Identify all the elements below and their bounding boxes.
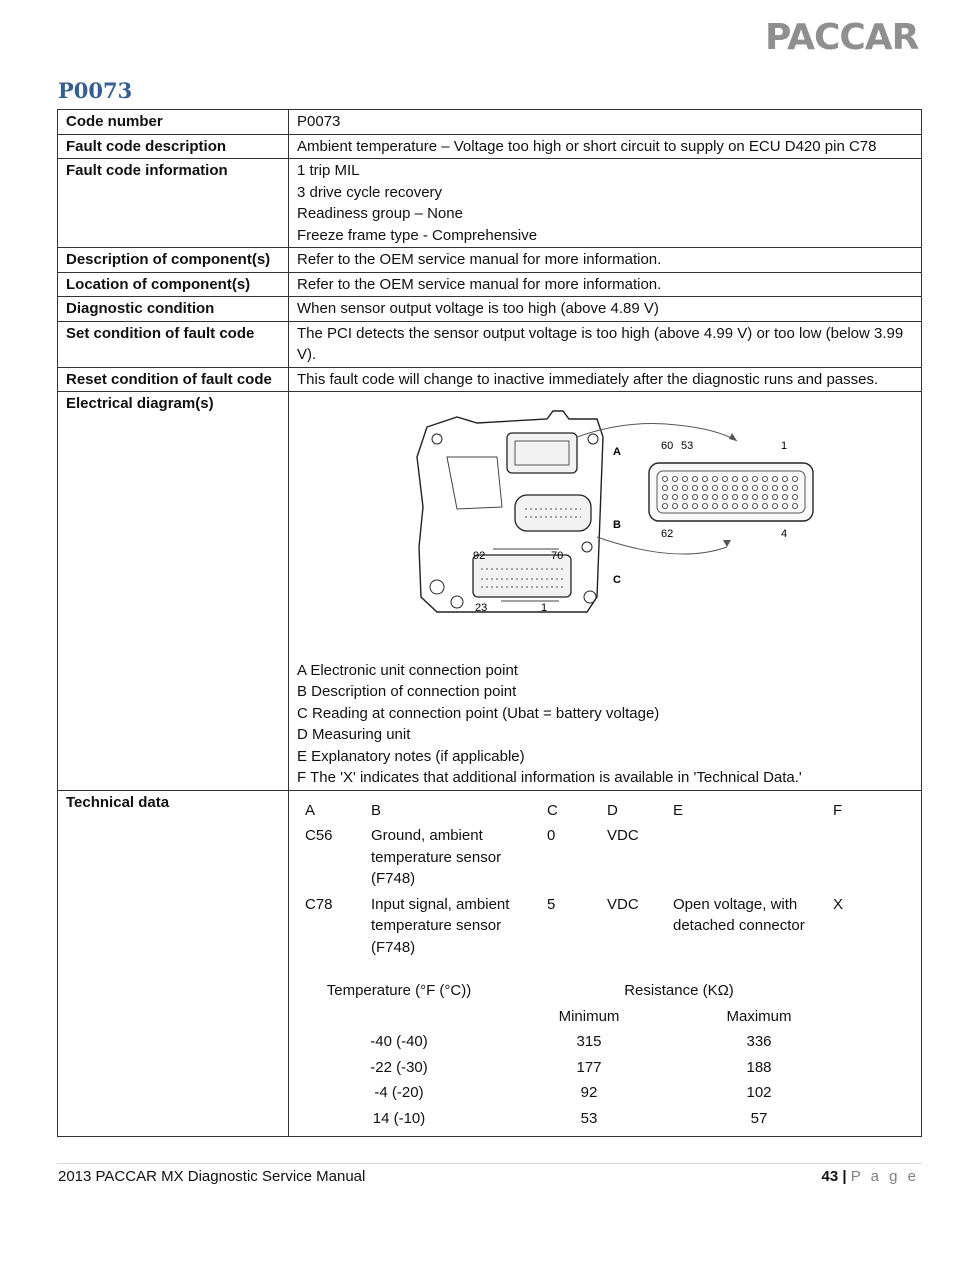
row-value — [289, 321, 922, 367]
table-header-row — [297, 798, 865, 824]
table-cell: Input signal, ambient temperature sensor (F748) — [371, 895, 510, 956]
table-row — [319, 1004, 819, 1030]
column-header: A — [305, 801, 316, 819]
row-label: Electrical diagram(s) — [58, 392, 289, 791]
legend-item: D Measuring unit — [297, 726, 411, 743]
page-word: P a g e — [850, 1168, 919, 1185]
column-header: F — [833, 801, 843, 819]
table-row — [319, 1029, 819, 1055]
row-value — [289, 297, 922, 322]
row-value — [289, 159, 922, 248]
column-header: C — [547, 801, 558, 819]
pin-label-62: 62 — [661, 528, 674, 540]
table-row — [58, 159, 922, 248]
temperature-cell: -22 (-30) — [370, 1058, 428, 1076]
row-label: Description of component(s) — [58, 248, 289, 273]
row-value — [289, 272, 922, 297]
minimum-header: Minimum — [558, 1007, 620, 1025]
row-label: Diagnostic condition — [58, 297, 289, 322]
table-row — [319, 978, 819, 1004]
row-label: Location of component(s) — [58, 272, 289, 297]
pin-label-23: 23 — [475, 602, 488, 614]
row-value — [289, 134, 922, 159]
table-cell: C78 — [305, 895, 333, 913]
pin-label-1: 1 — [781, 440, 788, 452]
table-row — [58, 248, 922, 273]
minimum-cell: 315 — [576, 1033, 602, 1050]
row-label: Reset condition of fault code — [58, 367, 289, 392]
table-row — [58, 297, 922, 322]
temperature-cell: -40 (-40) — [370, 1033, 428, 1050]
table-cell — [665, 823, 825, 892]
row-value — [289, 790, 922, 1137]
table-row — [58, 367, 922, 392]
table-row — [297, 892, 865, 961]
page-title: P0073 — [58, 78, 133, 103]
label-c: C — [613, 574, 621, 586]
maximum-cell: 57 — [750, 1109, 768, 1127]
table-row — [319, 1106, 819, 1132]
row-value — [289, 392, 922, 791]
table-row-electrical — [58, 392, 922, 791]
row-value — [289, 367, 922, 392]
pin-label-70: 70 — [551, 550, 564, 562]
footer-divider — [57, 1163, 922, 1164]
column-header: D — [607, 801, 618, 819]
row-label: Code number — [58, 110, 289, 135]
table-row — [58, 110, 922, 135]
value-line: Refer to the OEM service manual for more information. — [297, 251, 662, 268]
table-row — [297, 823, 865, 892]
legend-item: F The 'X' indicates that additional information is available in 'Technical Data.' — [297, 769, 802, 786]
temperature-cell: -4 (-20) — [374, 1084, 424, 1101]
table-cell: Open voltage, with detached connector — [673, 895, 805, 934]
table-cell: C56 — [305, 827, 333, 844]
paccar-logo: PACCAR — [765, 17, 919, 58]
table-cell: VDC — [607, 827, 639, 844]
maximum-cell: 188 — [746, 1058, 772, 1076]
row-label: Technical data — [58, 790, 289, 1137]
table-row-technical — [58, 790, 922, 1137]
temperature-cell: 14 (-10) — [372, 1109, 426, 1127]
minimum-cell: 177 — [576, 1058, 602, 1076]
temperature-header: Temperature (°F (°C)) — [326, 982, 472, 999]
footer-title: 2013 PACCAR MX Diagnostic Service Manual — [58, 1168, 366, 1185]
page-number: 43 — [821, 1168, 839, 1185]
fault-code-table — [57, 109, 922, 1137]
column-header: E — [673, 801, 684, 819]
fault-code-table-body — [58, 110, 922, 1137]
value-line: P0073 — [297, 113, 341, 130]
row-label: Set condition of fault code — [58, 321, 289, 367]
table-cell: 0 — [547, 827, 556, 844]
resistance-header: Resistance (KΩ) — [624, 982, 734, 999]
table-cell: X — [833, 895, 844, 913]
value-line: 1 trip MIL — [297, 162, 360, 179]
pin-label-4: 4 — [781, 528, 788, 540]
value-line: Readiness group – None — [297, 205, 463, 222]
minimum-cell: 92 — [580, 1084, 598, 1101]
table-cell: Ground, ambient temperature sensor (F748) — [371, 827, 502, 887]
value-line: Refer to the OEM service manual for more information. — [297, 275, 662, 293]
pin-label-92: 92 — [473, 550, 486, 562]
page-separator: | — [842, 1168, 847, 1185]
legend-item: C Reading at connection point (Ubat = battery voltage) — [297, 704, 660, 722]
legend-item: A Electronic unit connection point — [297, 661, 518, 679]
value-line: The PCI detects the sensor output voltage is too high (above 4.99 V) or too low (below 3.99 V). — [297, 324, 904, 363]
table-row — [319, 1080, 819, 1106]
table-row — [58, 134, 922, 159]
table-cell — [825, 823, 865, 892]
value-line: This fault code will change to inactive immediately after the diagnostic runs and passes. — [297, 370, 879, 388]
legend-item: B Description of connection point — [297, 683, 517, 700]
minimum-cell: 53 — [580, 1109, 598, 1127]
row-value — [289, 110, 922, 135]
technical-data-table — [297, 798, 865, 961]
temperature-resistance-body — [319, 978, 819, 1131]
footer-page — [822, 1168, 920, 1185]
table-row — [58, 321, 922, 367]
technical-data-body — [297, 798, 865, 961]
temperature-resistance-table — [319, 978, 819, 1131]
value-line: Freeze frame type - Comprehensive — [297, 226, 538, 244]
maximum-cell: 102 — [746, 1084, 772, 1101]
ecu-connector-diagram — [297, 397, 817, 647]
maximum-header: Maximum — [726, 1007, 792, 1025]
column-header: B — [371, 801, 382, 819]
pin-label-53: 53 — [681, 440, 694, 452]
label-b: B — [613, 519, 621, 531]
maximum-cell: 336 — [746, 1033, 772, 1050]
table-row — [319, 1055, 819, 1081]
row-label: Fault code description — [58, 134, 289, 159]
label-a: A — [613, 446, 621, 458]
pin-label-1b: 1 — [541, 602, 548, 614]
table-cell: 5 — [547, 895, 556, 913]
value-line: 3 drive cycle recovery — [297, 183, 443, 201]
row-value — [289, 248, 922, 273]
diagram-legend — [297, 660, 913, 789]
pin-label-60: 60 — [661, 440, 674, 452]
table-row — [58, 272, 922, 297]
legend-item: E Explanatory notes (if applicable) — [297, 747, 525, 765]
row-label: Fault code information — [58, 159, 289, 248]
value-line: When sensor output voltage is too high (above 4.89 V) — [297, 300, 659, 317]
value-line: Ambient temperature – Voltage too high or short circuit to supply on ECU D420 pin C78 — [297, 137, 877, 155]
table-cell: VDC — [607, 895, 639, 913]
